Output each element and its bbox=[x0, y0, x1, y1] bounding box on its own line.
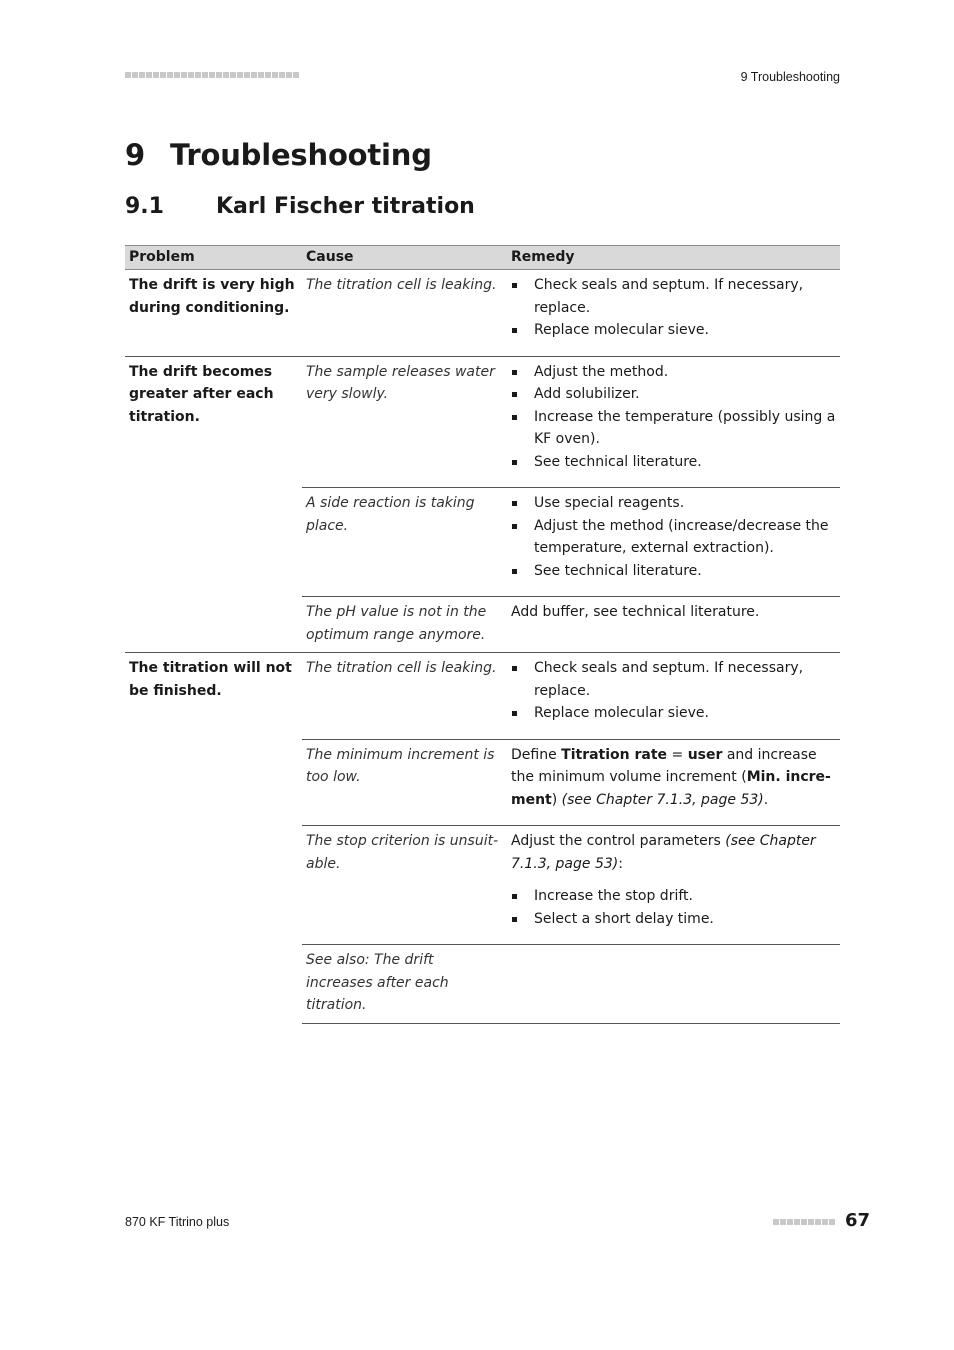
parameter-name: Titration rate bbox=[561, 746, 668, 763]
remedy-cell bbox=[507, 739, 840, 826]
remedy-list bbox=[511, 492, 836, 582]
remedy-cell bbox=[507, 826, 840, 945]
problem-cell: The drift becomes greater after each titration. bbox=[125, 356, 302, 653]
problem-cell: The titration will not be finished. bbox=[125, 653, 302, 1024]
list-item: Use special reagents. bbox=[511, 492, 836, 515]
cause-cell: The pH value is not in the optimum range anymore. bbox=[302, 597, 507, 653]
table-row bbox=[125, 356, 840, 488]
list-item: Adjust the method (increase/decrease the temperature, external extraction). bbox=[511, 515, 836, 560]
header-cause: Cause bbox=[302, 246, 507, 270]
section-title: Karl Fischer titration bbox=[216, 194, 475, 219]
remedy-cell bbox=[507, 945, 840, 1024]
cause-cell: A side reaction is taking place. bbox=[302, 488, 507, 597]
list-item: Adjust the method. bbox=[511, 361, 836, 384]
cause-cell: The minimum increment is too low. bbox=[302, 739, 507, 826]
list-item: See technical literature. bbox=[511, 451, 836, 474]
list-item: Check seals and septum. If necessary, replace. bbox=[511, 274, 836, 319]
remedy-text: : bbox=[618, 855, 623, 872]
remedy-text: Adjust the control parameters bbox=[511, 833, 726, 849]
chapter-title: Troubleshooting bbox=[170, 138, 432, 172]
list-item: See technical literature. bbox=[511, 560, 836, 583]
footer-decoration bbox=[773, 1219, 835, 1225]
remedy-list bbox=[511, 274, 836, 342]
list-item: Increase the stop drift. bbox=[511, 885, 836, 908]
list-item: Add solubilizer. bbox=[511, 383, 836, 406]
running-header: 9 Troubleshooting bbox=[740, 70, 840, 84]
remedy-list bbox=[511, 361, 836, 474]
list-item: Check seals and septum. If necessary, replace. bbox=[511, 657, 836, 702]
chapter-number: 9 bbox=[125, 138, 145, 172]
remedy-text: ) bbox=[551, 791, 562, 808]
section-number: 9.1 bbox=[125, 194, 164, 219]
remedy-cell bbox=[507, 488, 840, 597]
table-row bbox=[125, 270, 840, 357]
page-number: 67 bbox=[845, 1210, 871, 1231]
table-header-row bbox=[125, 246, 840, 270]
cause-cell: The titration cell is leaking. bbox=[306, 277, 497, 293]
remedy-cell: Add buffer, see technical literature. bbox=[507, 597, 840, 653]
remedy-list bbox=[511, 885, 836, 930]
header-remedy: Remedy bbox=[507, 246, 840, 270]
cause-cell: See also: The drift increases after each titration. bbox=[302, 945, 507, 1024]
troubleshooting-table bbox=[125, 245, 840, 1024]
cause-cell: The stop criterion is unsuit-able. bbox=[302, 826, 507, 945]
parameter-name: Min. incre-ment bbox=[511, 769, 831, 808]
chapter-heading bbox=[125, 138, 432, 172]
list-item: Replace molecular sieve. bbox=[511, 702, 836, 725]
remedy-cell bbox=[507, 270, 840, 357]
remedy-intro bbox=[511, 830, 836, 875]
list-item: Select a short delay time. bbox=[511, 908, 836, 931]
cause-cell: The sample releases water very slowly. bbox=[302, 356, 507, 488]
table-row bbox=[125, 653, 840, 740]
cross-reference: (see Chapter 7.1.3, page 53) bbox=[511, 833, 816, 872]
problem-cell: The drift is very high during conditioning. bbox=[129, 277, 295, 316]
parameter-value: user bbox=[687, 746, 723, 763]
remedy-list bbox=[511, 657, 836, 725]
remedy-text: = bbox=[667, 746, 688, 763]
remedy-text: . bbox=[763, 791, 769, 808]
remedy-text: and increase the minimum volume increment ( bbox=[511, 746, 817, 785]
cross-reference: (see Chapter 7.1.3, page 53) bbox=[561, 791, 764, 808]
header-decoration bbox=[125, 72, 299, 78]
cause-cell: The titration cell is leaking. bbox=[302, 653, 507, 740]
footer-product: 870 KF Titrino plus bbox=[125, 1215, 230, 1229]
list-item: Replace molecular sieve. bbox=[511, 319, 836, 342]
remedy-cell bbox=[507, 653, 840, 740]
section-heading bbox=[125, 194, 475, 219]
remedy-cell bbox=[507, 356, 840, 488]
list-item: Increase the temperature (possibly using a KF oven). bbox=[511, 406, 836, 451]
remedy-text: Define bbox=[511, 746, 562, 763]
header-problem: Problem bbox=[125, 246, 302, 270]
